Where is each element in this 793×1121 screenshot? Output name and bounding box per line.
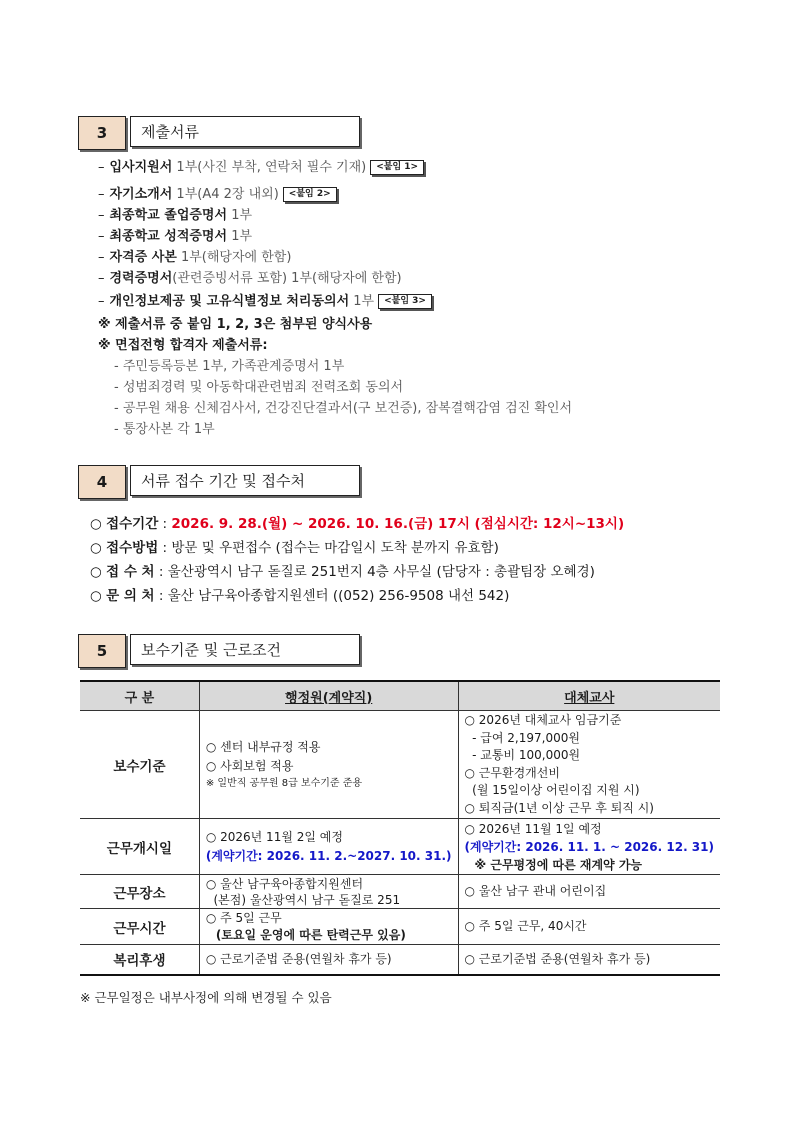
section-number: 4 xyxy=(78,465,126,499)
dash: – xyxy=(98,187,105,202)
row-label: 복리후생 xyxy=(80,945,199,975)
sub-item: - 주민등록등본 1부, 가족관계증명서 1부 xyxy=(114,359,345,374)
table-row-hours xyxy=(80,909,720,945)
sub-item: - 공무원 채용 신체검사서, 건강진단결과서(구 보건증), 잠복결핵감염 검진 확인서 xyxy=(114,401,573,416)
cell-teacher xyxy=(458,875,720,909)
cell-note: ※ 일반직 공무원 8급 보수기준 준용 xyxy=(205,777,363,789)
document-item xyxy=(98,249,291,267)
table-header-row xyxy=(80,681,720,711)
cell-line: ○ 2026년 대체교사 임금기준 xyxy=(464,713,622,727)
document-name: 최종학교 성적증명서 xyxy=(109,229,228,244)
dash: – xyxy=(98,229,105,244)
cell-line: ○ 주 5일 근무, 40시간 xyxy=(464,919,587,933)
cell-line: ○ 울산 남구육아종합지원센터 xyxy=(205,876,364,891)
document-detail: 1부(사진 부착, 연락처 필수 기재) xyxy=(172,160,367,175)
footnote: ※ 근무일정은 내부사정에 의해 변경될 수 있음 xyxy=(80,990,332,1005)
document-name: 입사지원서 xyxy=(109,160,173,175)
conditions-table xyxy=(80,680,720,976)
renewal-note: ※ 근무평정에 따른 재계약 가능 xyxy=(474,857,642,872)
section-number: 5 xyxy=(78,634,126,668)
section-title: 보수기준 및 근로조건 xyxy=(130,634,360,665)
note-attachments: ※ 제출서류 중 붙임 1, 2, 3은 첨부된 양식사용 xyxy=(98,317,373,332)
document-name: 자격증 사본 xyxy=(109,250,177,265)
document-item xyxy=(98,186,337,204)
flex-note: (토요일 운영에 따른 탄력근무 있음) xyxy=(215,927,406,942)
row-label: 보수기준 xyxy=(80,711,199,819)
cell-admin xyxy=(199,875,458,909)
cell-line: (본점) 울산광역시 남구 돋질로 251 xyxy=(205,892,401,907)
document-detail: 1부 xyxy=(349,294,375,309)
section-title: 제출서류 xyxy=(130,116,360,147)
dash: – xyxy=(98,160,105,175)
header-admin: 행정원(계약직) xyxy=(199,681,458,711)
receipt-place: ○ 접 수 처 : 울산광역시 남구 돋질로 251번지 4층 사무실 (담당자 : 총괄팀장 오혜경) xyxy=(90,564,595,580)
document-detail: 1부(해당자에 한함) xyxy=(176,250,292,265)
attachment-tag: <붙임 2> xyxy=(283,187,337,202)
cell-admin xyxy=(199,945,458,975)
dash: – xyxy=(98,294,105,309)
document-detail: 1부(A4 2장 내외) xyxy=(172,187,279,202)
cell-line: ○ 사회보험 적용 xyxy=(205,758,294,773)
document-item xyxy=(98,159,424,177)
document-detail: (관련증빙서류 포함) 1부(해당자에 한함) xyxy=(172,271,402,286)
header-teacher: 대체교사 xyxy=(458,681,720,711)
contact: ○ 문 의 처 : 울산 남구육아종합지원센터 ((052) 256-9508 내선 542) xyxy=(90,588,510,604)
cell-admin xyxy=(199,711,458,819)
attachment-tag: <붙임 1> xyxy=(370,160,424,175)
document-name: 경력증명서 xyxy=(109,271,173,286)
document-item xyxy=(98,207,252,225)
cell-line: ○ 근로기준법 준용(연월차 휴가 등) xyxy=(464,951,651,966)
row-label: 근무시간 xyxy=(80,909,199,945)
document-name: 개인정보제공 및 고유식별정보 처리동의서 xyxy=(109,294,350,309)
row-label: 근무개시일 xyxy=(80,819,199,875)
document-item xyxy=(98,228,252,246)
cell-line: ○ 퇴직금(1년 이상 근무 후 퇴직 시) xyxy=(464,800,654,815)
cell-line: ○ 근로기준법 준용(연월차 휴가 등) xyxy=(205,951,392,966)
attachment-tag: <붙임 3> xyxy=(378,294,432,309)
receipt-period: ○ 접수기간 : 2026. 9. 28.(월) ~ 2026. 10. 16.(금) 17시 (점심시간: 12시~13시) xyxy=(90,516,625,532)
cell-line: ○ 2026년 11월 2일 예정 xyxy=(205,829,343,844)
cell-admin xyxy=(199,819,458,875)
document-item xyxy=(98,293,432,311)
dash: – xyxy=(98,271,105,286)
cell-line: ○ 근무환경개선비 xyxy=(464,765,560,780)
document-name: 자기소개서 xyxy=(109,187,173,202)
table-row-start xyxy=(80,819,720,875)
note-interview-docs: ※ 면접전형 합격자 제출서류: xyxy=(98,338,268,353)
cell-line: (월 15일이상 어린이집 지원 시) xyxy=(464,783,640,797)
document-detail: 1부 xyxy=(227,208,253,223)
cell-line: ○ 주 5일 근무 xyxy=(205,910,282,925)
contract-period: (계약기간: 2026. 11. 2.~2027. 10. 31.) xyxy=(205,848,452,863)
cell-teacher xyxy=(458,711,720,819)
dash: – xyxy=(98,250,105,265)
cell-admin xyxy=(199,909,458,945)
table-row-place xyxy=(80,875,720,909)
section-number: 3 xyxy=(78,116,126,150)
header-category: 구 분 xyxy=(80,681,199,711)
sub-item: - 통장사본 각 1부 xyxy=(114,422,215,437)
cell-line: - 급여 2,197,000원 xyxy=(464,730,580,745)
table-row-pay xyxy=(80,711,720,819)
section-title: 서류 접수 기간 및 접수처 xyxy=(130,465,360,496)
cell-line: ○ 울산 남구 관내 어린이집 xyxy=(464,884,607,898)
contract-period: (계약기간: 2026. 11. 1. ~ 2026. 12. 31) xyxy=(464,839,714,854)
cell-teacher xyxy=(458,819,720,875)
receipt-method: ○ 접수방법 : 방문 및 우편접수 (접수는 마감일시 도착 분까지 유효함) xyxy=(90,540,499,556)
sub-item: - 성범죄경력 및 아동학대관련범죄 전력조회 동의서 xyxy=(114,380,404,395)
document-detail: 1부 xyxy=(227,229,253,244)
document-item xyxy=(98,270,402,288)
cell-teacher xyxy=(458,945,720,975)
cell-line: ○ 2026년 11월 1일 예정 xyxy=(464,821,602,836)
table-row-welfare xyxy=(80,945,720,975)
cell-line: - 교통비 100,000원 xyxy=(464,748,581,762)
cell-teacher xyxy=(458,909,720,945)
row-label: 근무장소 xyxy=(80,875,199,909)
document-name: 최종학교 졸업증명서 xyxy=(109,208,228,223)
dash: – xyxy=(98,208,105,223)
cell-line: ○ 센터 내부규정 적용 xyxy=(205,739,321,754)
